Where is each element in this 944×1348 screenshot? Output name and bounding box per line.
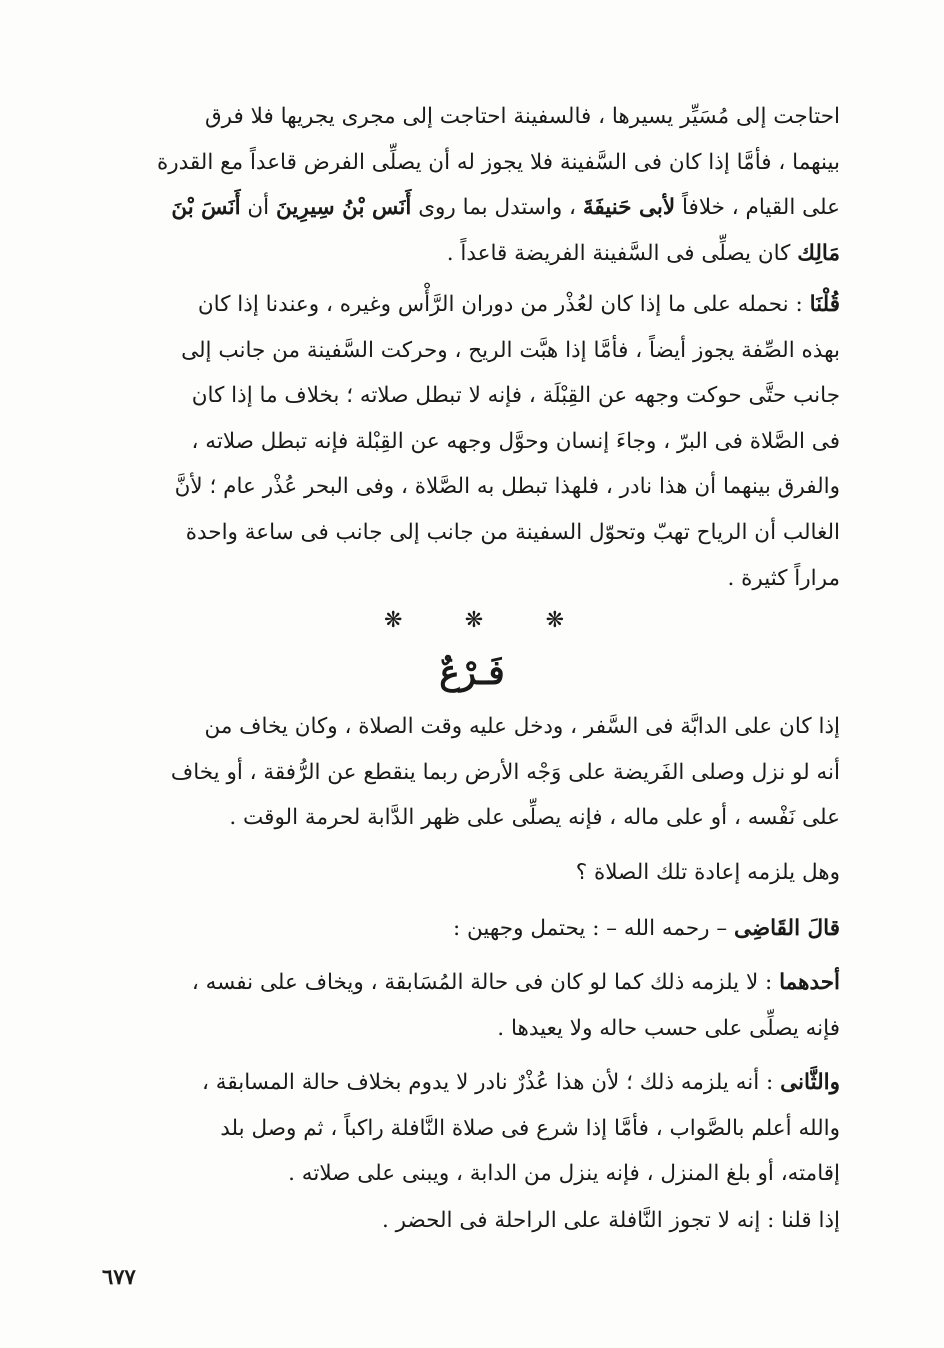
text-segment: أن — [240, 195, 276, 221]
text-line — [104, 185, 840, 231]
paragraph-second-view — [104, 1060, 840, 1197]
text-line: بينهما ، فأمَّا إذا كان فى السَّفينة فلا يجوز له أن يصلِّى الفرض قاعداً مع القدرة — [156, 149, 840, 175]
text-segment: – رحمه الله – : يحتمل وجهين : — [452, 916, 734, 941]
paragraph-qadi — [104, 906, 840, 952]
section-separator — [384, 606, 564, 636]
text-segment: : لا يلزمه ذلك كما لو كان فى حالة المُسَابقة ، ويخاف على نفسه ، — [191, 970, 780, 995]
text-line: إقامته، أو بلغ المنزل ، فإنه ينزل من الدابة ، ويبنى على صلاته . — [288, 1161, 840, 1187]
text-segment: : أنه يلزمه ذلك ؛ لأن هذا عُذْرٌ نادر لا يدوم بخلاف حالة المسابقة ، — [202, 1070, 781, 1095]
text-line: على نَفْسه ، أو على ماله ، فإنه يصلِّى على ظهر الدَّابة لحرمة الوقت . — [229, 805, 840, 831]
text-line: أنه لو نزل وصلى الفَريضة على وَجْه الأرض ربما ينقطع عن الرُّفقة ، أو يخاف — [170, 759, 840, 785]
paragraph-closing — [104, 1198, 840, 1244]
name-anas-ibn-sirin: أَنَس بْنُ سِيرِينَ — [275, 195, 412, 221]
text-line: إذا قلنا : إنه لا تجوز النَّافلة على الراحلة فى الحضر . — [381, 1208, 840, 1233]
text-line: فى الصَّلاة فى البرّ ، وجاءَ إنسان وحوَّل وجهه عن القِبْلة فإنه تبطل صلاته ، — [191, 428, 840, 454]
text-segment: : نحمله على ما إذا كان لعُذْر من دوران الرَّأْس وغيره ، وعندنا إذا كان — [197, 292, 810, 317]
text-line: احتاجت إلى مُسَيِّر يسيرها ، فالسفينة احتاجت إلى مجرى يجريها فلا فرق — [205, 104, 840, 129]
name-al-qadi: قالَ القَاضِى — [733, 916, 840, 941]
term-wal-thani: والثَّانى — [780, 1070, 840, 1095]
paragraph-response — [104, 282, 840, 601]
term-qulna: قُلْنَا — [809, 292, 840, 317]
text-line: والله أعلم بالصَّواب ، فأمَّا إذا شرع فى صلاة النَّافلة راكباً ، ثم وصل بلد — [220, 1115, 840, 1141]
text-line — [104, 906, 840, 952]
star-ornament-icon: ❋ — [545, 608, 564, 633]
text-line: وهل يلزمه إعادة تلك الصلاة ؟ — [575, 860, 840, 885]
paragraph-ship-travel — [104, 94, 840, 276]
term-ahaduhuma: أحدهما — [779, 970, 840, 995]
star-ornament-icon: ❋ — [464, 608, 484, 633]
text-line: الغالب أن الرياح تهبّ وتحوّل السفينة من جانب إلى جانب فى ساعة واحدة — [185, 519, 840, 545]
text-segment: كان يصلِّى فى السَّفينة الفريضة قاعداً . — [446, 240, 798, 266]
text-line — [104, 282, 840, 328]
text-line — [104, 231, 840, 277]
text-segment: ، واستدل بما روى — [411, 195, 583, 221]
text-segment: على القيام ، خلافاً — [675, 195, 840, 221]
text-line — [104, 960, 840, 1006]
name-abu-hanifa: لأبى حَنيفَةَ — [582, 195, 676, 221]
page-number: ٦٧٧ — [102, 1264, 136, 1289]
paragraph-riding-animal — [104, 704, 840, 841]
text-line: إذا كان على الدابَّة فى السَّفر ، ودخل عليه وقت الصلاة ، وكان يخاف من — [204, 714, 840, 739]
text-line: بهذه الصِّفة يجوز أيضاً ، فأمَّا إذا هبَّت الريح ، وحركت السَّفينة من جانب إلى — [181, 337, 840, 363]
text-line — [104, 1060, 840, 1106]
paragraph-question — [104, 850, 840, 896]
star-ornament-icon: ❋ — [384, 608, 403, 633]
text-line: جانب حتَّى حوكت وجهه عن القِبْلَة ، فإنه لا تبطل صلاته ؛ بخلاف ما إذا كان — [191, 383, 840, 409]
text-line: والفرق بينهما أن هذا نادر ، فلهذا تبطل به الصَّلاة ، وفى البحر عُذْر عام ؛ لأنَّ — [174, 474, 840, 500]
text-line: مراراً كثيرة . — [727, 565, 840, 591]
name-malik: مَالِك — [797, 240, 840, 266]
name-anas-ibn: أَنَسَ بْنَ — [171, 195, 241, 221]
paragraph-first-view — [104, 960, 840, 1051]
section-heading: فَـرْعٌ — [439, 653, 505, 693]
text-line: فإنه يصلِّى على حسب حاله ولا يعيدها . — [497, 1015, 840, 1041]
